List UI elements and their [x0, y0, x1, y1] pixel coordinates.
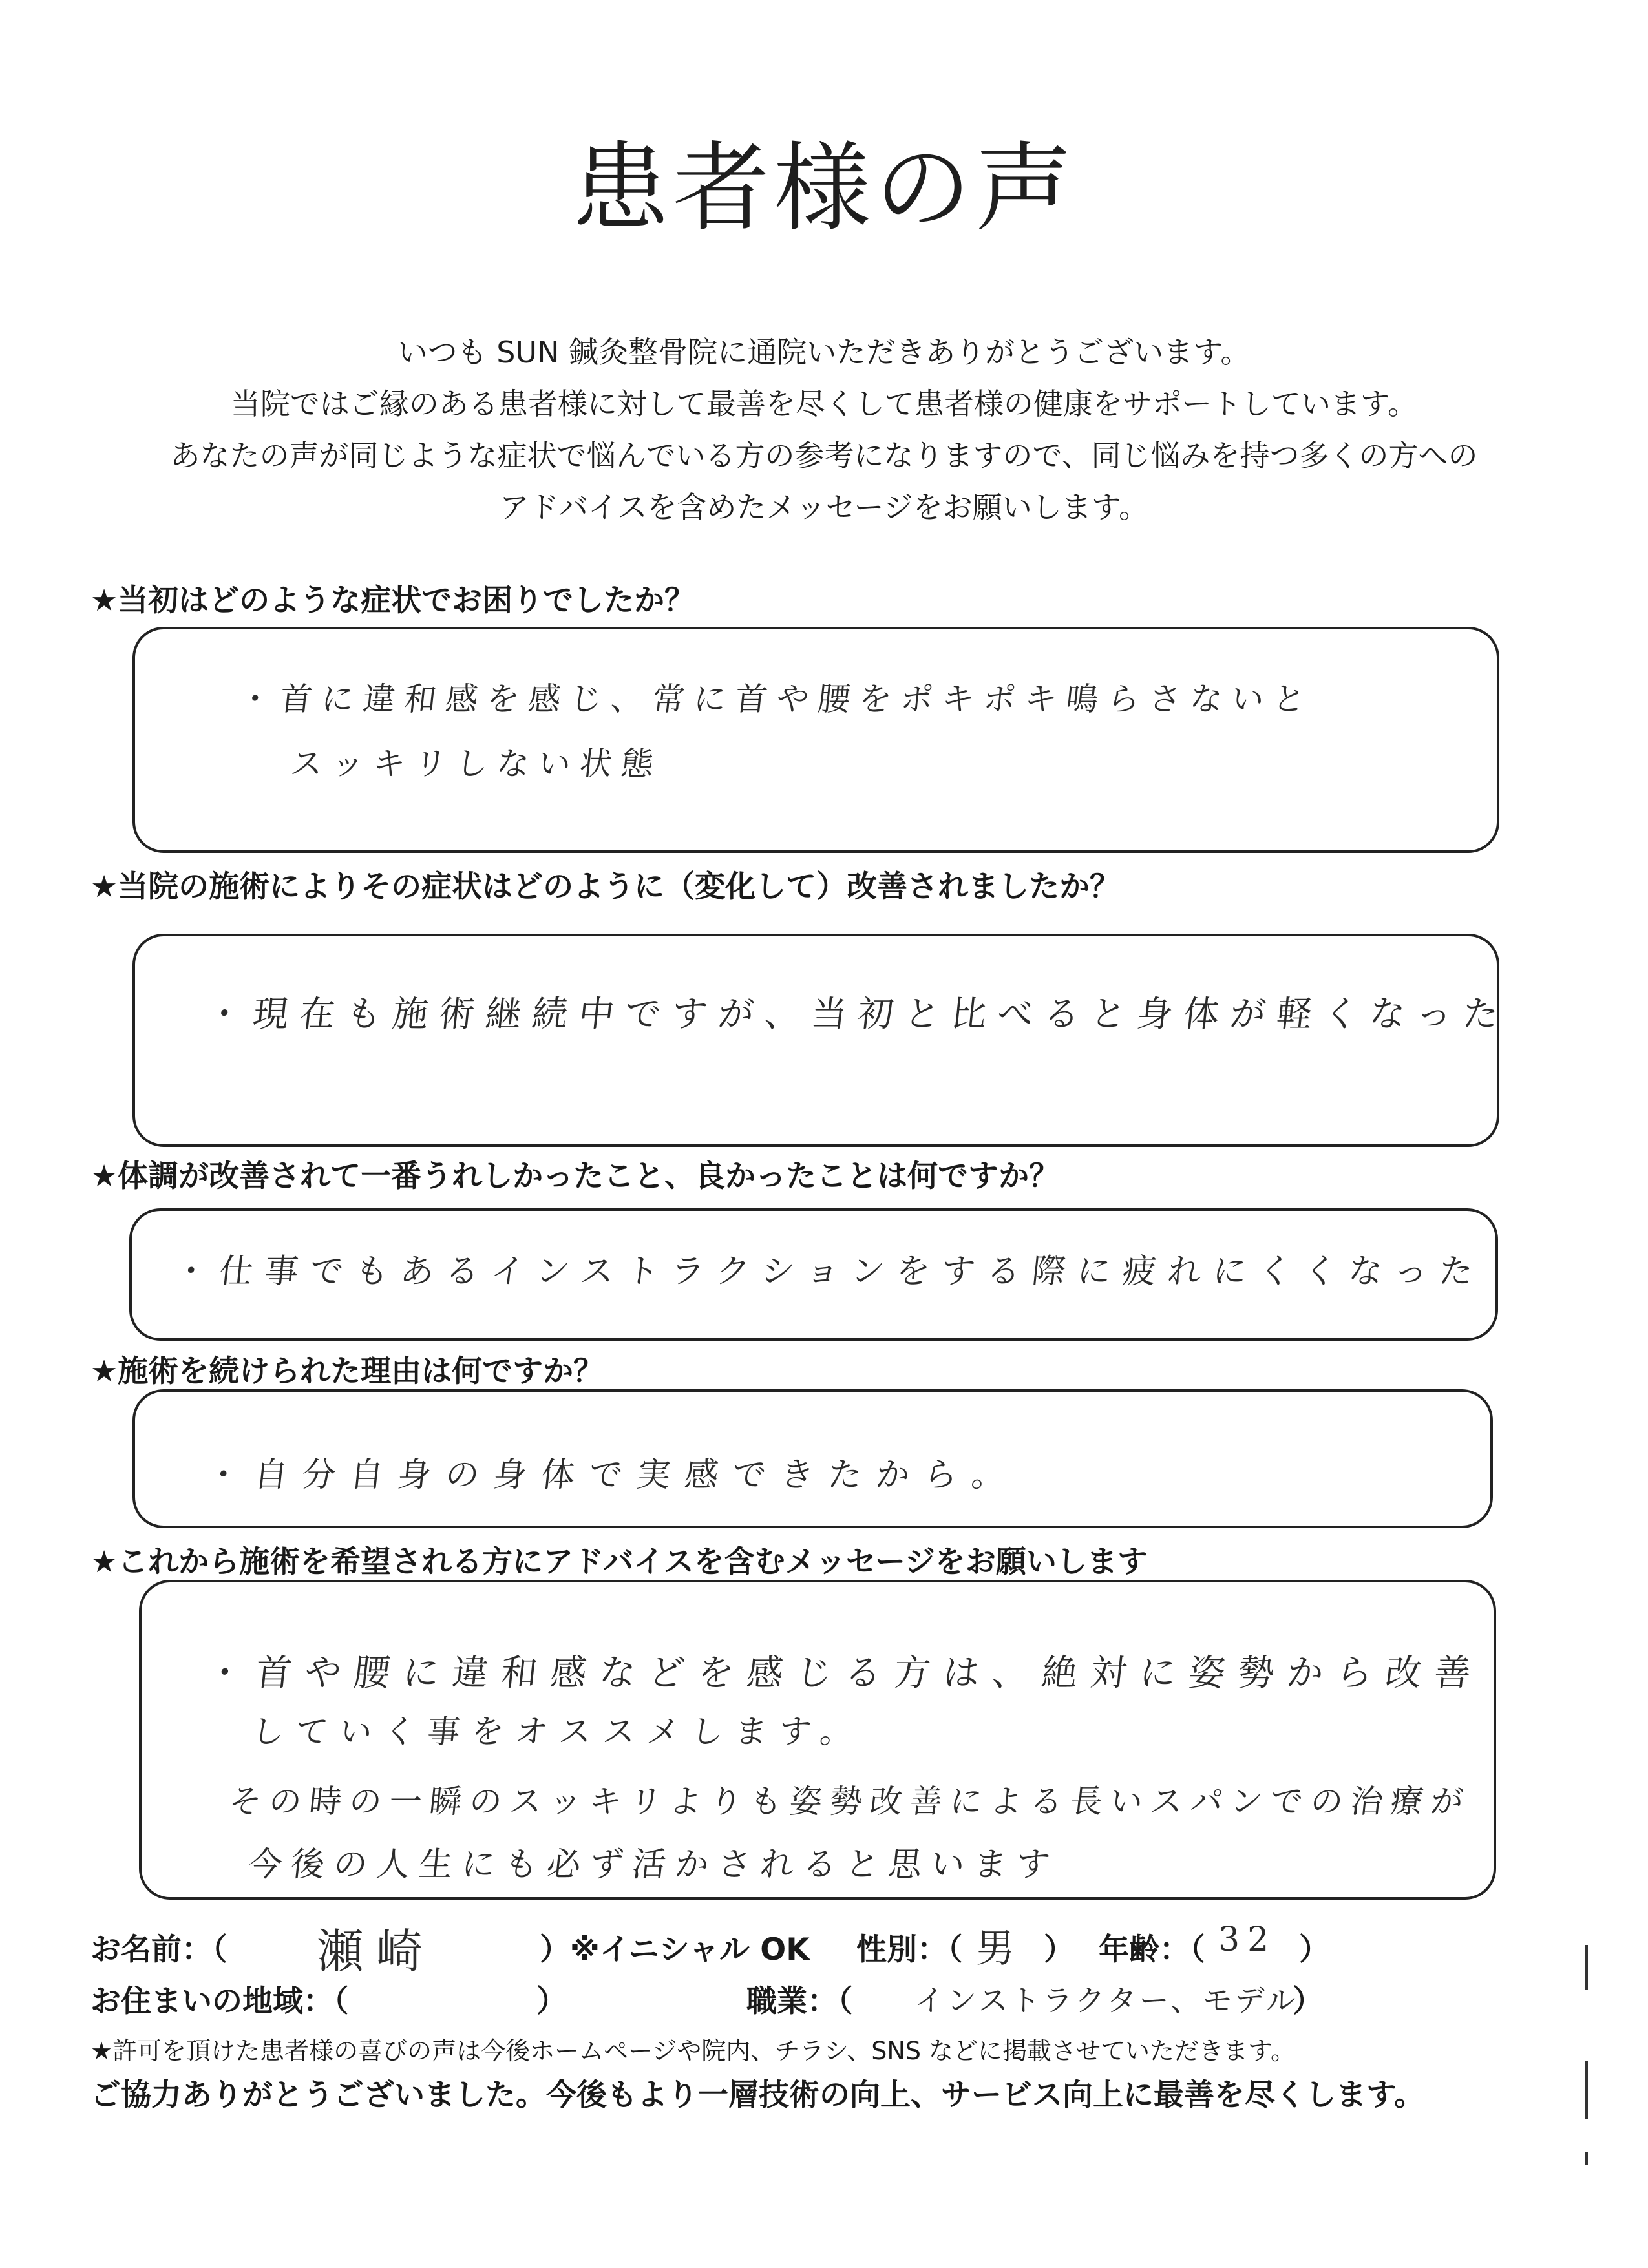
intro-line: あなたの声が同じような症状で悩んでいる方の参考になりますので、同じ悩みを持つ多くの方への: [170, 438, 1478, 473]
answer-5-line: 今後の人生にも必ず活かされると思います: [246, 1845, 1061, 1884]
intro-line: 当院ではご縁のある患者様に対して最善を尽くして患者様の健康をサポートしています。: [230, 386, 1418, 421]
gender-close: ）: [1044, 1932, 1074, 1968]
scan-mark: [1585, 2061, 1588, 2119]
job-value: インストラクター、モデル: [914, 1983, 1298, 2018]
job-close: ）: [1293, 1984, 1323, 2019]
intro-line: アドバイスを含めたメッセージをお願いします。: [499, 490, 1149, 525]
answer-2-box: [132, 934, 1499, 1147]
intro-text: [0, 326, 1648, 533]
answer-2-line: ・現在も施術継続中ですが、当初と比べると身体が軽くなった: [204, 993, 1512, 1034]
question-3-label: ★体調が改善されて一番うれしかったこと、良かったことは何ですか？: [90, 1159, 1060, 1194]
age-label: 年齢：（: [1099, 1932, 1205, 1968]
region-close: ）: [536, 1984, 567, 2019]
answer-3-line: ・仕事でもあるインストラクションをする際に疲れにくくなった: [172, 1252, 1486, 1291]
name-label: お名前：（: [90, 1932, 227, 1968]
name-value: 瀬崎: [317, 1924, 436, 1979]
job-label: 職業：（: [746, 1984, 853, 2019]
name-close: ）※イニシャル OK: [540, 1932, 810, 1968]
answer-4-line: ・自分自身の身体で実感できたから。: [204, 1456, 1022, 1495]
answer-1-line: ・首に違和感を感じ、常に首や腰をポキポキ鳴らさないと: [237, 680, 1316, 718]
answer-5-line: ・首や腰に違和感などを感じる方は、絶対に姿勢から改善: [204, 1652, 1486, 1694]
answer-5-line: していく事をオススメします。: [249, 1713, 867, 1750]
question-2-label: ★当院の施術によりその症状はどのように（変化して）改善されましたか？: [90, 869, 1121, 905]
closing-message: ご協力ありがとうございました。今後もより一層技術の向上、サービス向上に最善を尽くします。: [90, 2077, 1425, 2113]
answer-1-line: スッキリしない状態: [288, 745, 665, 782]
scan-mark: [1585, 1945, 1588, 1990]
question-4-label: ★施術を続けられた理由は何ですか？: [90, 1354, 604, 1389]
question-1-label: ★当初はどのような症状でお困りでしたか？: [90, 583, 695, 618]
region-label: お住まいの地域：（: [90, 1984, 349, 2019]
age-value: 32: [1218, 1920, 1277, 1959]
publish-note: ★許可を頂けた患者様の喜びの声は今後ホームページや院内、チラシ、SNS などに掲載させていただきます。: [90, 2037, 1295, 2065]
scan-mark: [1585, 2152, 1588, 2165]
gender-label: 性別：（: [856, 1932, 963, 1968]
question-5-label: ★これから施術を希望される方にアドバイスを含むメッセージをお願いします: [90, 1544, 1148, 1580]
intro-line: いつも SUN 鍼灸整骨院に通院いただきありがとうございます。: [397, 335, 1251, 370]
age-close: ）: [1299, 1932, 1329, 1968]
page-title: 患者様の声: [571, 132, 1076, 245]
answer-5-line: その時の一瞬のスッキリよりも姿勢改善による長いスパンでの治療が: [227, 1783, 1474, 1820]
gender-value: 男: [976, 1926, 1015, 1971]
